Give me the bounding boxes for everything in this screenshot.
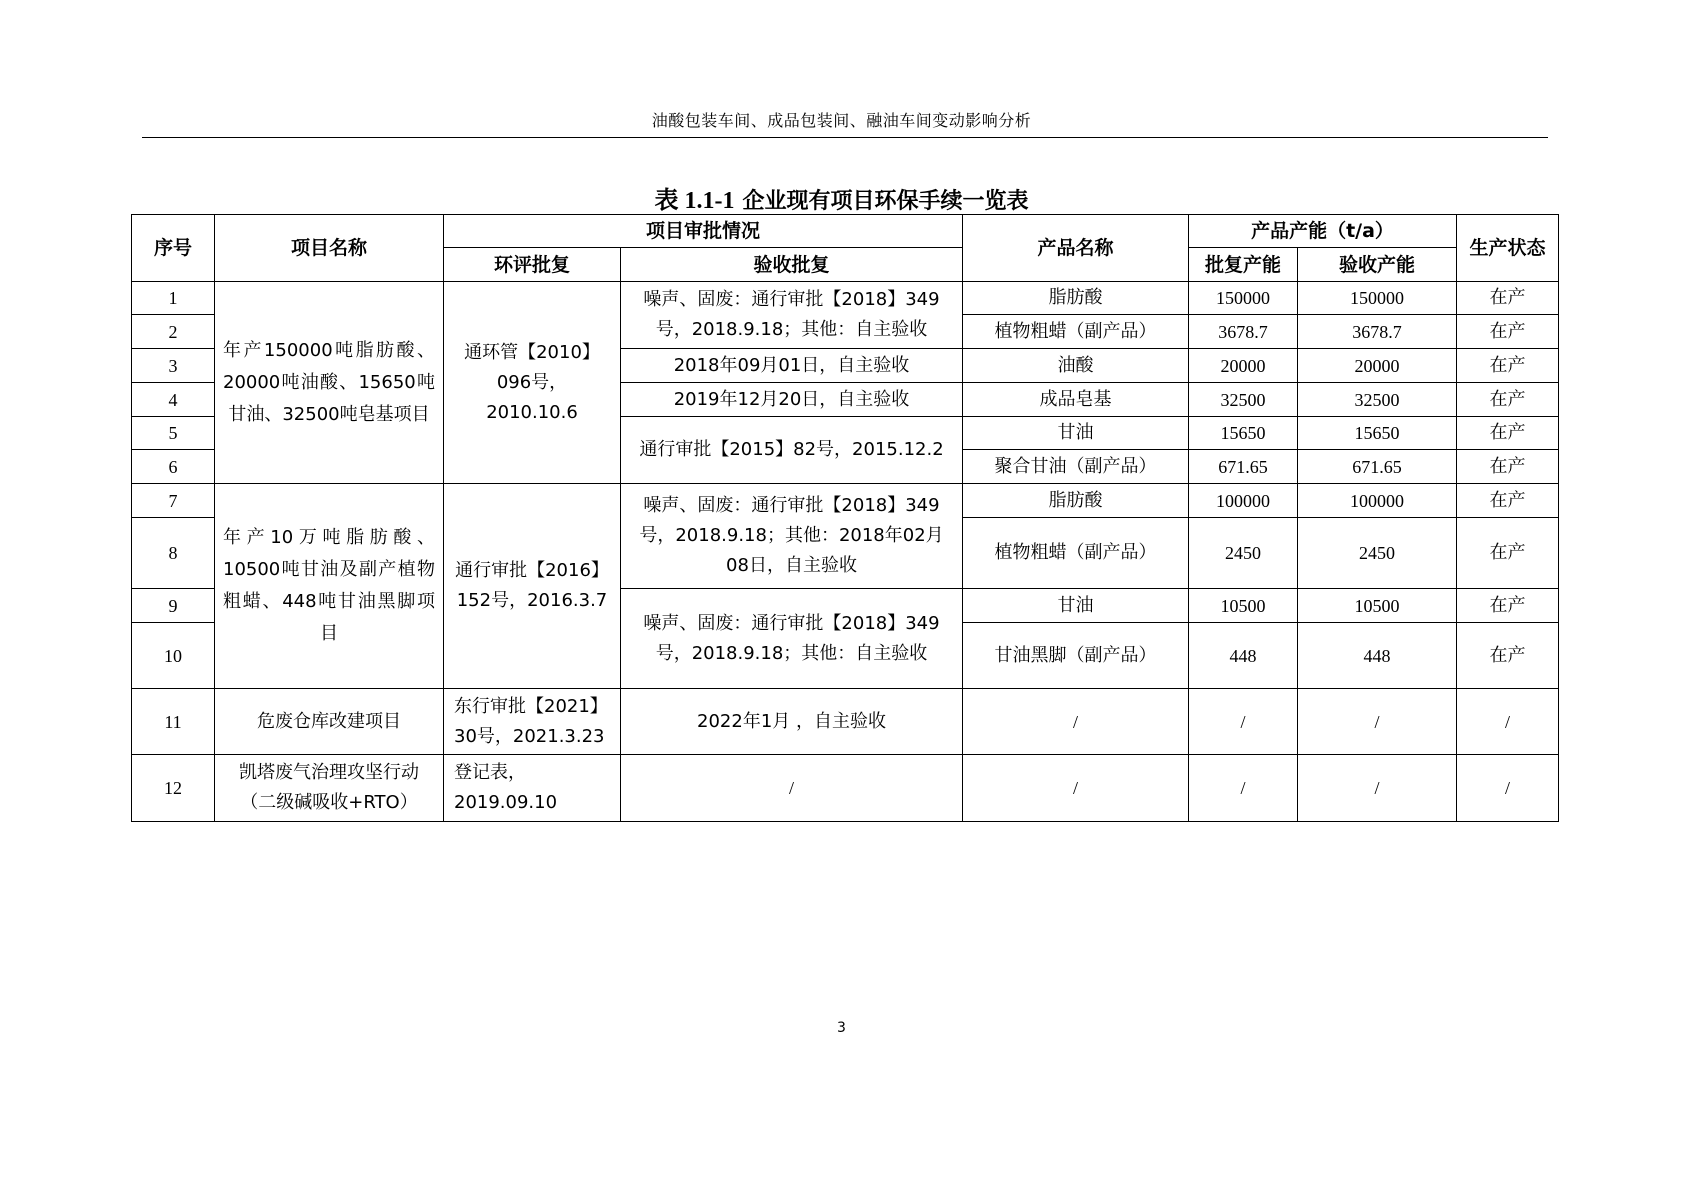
header-divider (142, 137, 1548, 138)
table-caption (0, 180, 1683, 215)
status-cell: 在产 (1457, 282, 1559, 315)
status-cell: 在产 (1457, 589, 1559, 623)
approved-cap-cell: 10500 (1189, 589, 1298, 623)
accepted-cap-cell: / (1298, 755, 1457, 822)
status-cell: / (1457, 755, 1559, 822)
acceptance-cell: 2022年1月 ，自主验收 (621, 689, 963, 755)
approved-cap-cell: 15650 (1189, 417, 1298, 450)
project-name-cell: 年产10万吨脂肪酸、10500吨甘油及副产植物粗蜡、448吨甘油黑脚项目 (215, 484, 444, 689)
table-caption-number: 表 1.1-1 (654, 188, 735, 214)
row-seq: 12 (132, 755, 215, 822)
approved-cap-cell: 32500 (1189, 383, 1298, 417)
product-cell: 植物粗蜡（副产品） (963, 518, 1189, 589)
approved-cap-cell: 150000 (1189, 282, 1298, 315)
status-cell: 在产 (1457, 450, 1559, 484)
row-seq: 10 (132, 623, 215, 689)
row-seq: 2 (132, 315, 215, 349)
product-cell: 聚合甘油（副产品） (963, 450, 1189, 484)
table-row (132, 282, 1559, 315)
product-cell: 植物粗蜡（副产品） (963, 315, 1189, 349)
table-row (132, 755, 1559, 822)
product-cell: 甘油黑脚（副产品） (963, 623, 1189, 689)
approved-cap-cell: 2450 (1189, 518, 1298, 589)
eia-cell: 通行审批【2016】152号，2016.3.7 (444, 484, 621, 689)
approved-cap-cell: 671.65 (1189, 450, 1298, 484)
status-cell: 在产 (1457, 623, 1559, 689)
acceptance-cell: 通行审批【2015】82号，2015.12.2 (621, 417, 963, 484)
col-approved-cap-header: 批复产能 (1189, 248, 1298, 282)
product-cell: / (963, 755, 1189, 822)
accepted-cap-cell: 10500 (1298, 589, 1457, 623)
accepted-cap-cell: 15650 (1298, 417, 1457, 450)
product-cell: 脂肪酸 (963, 282, 1189, 315)
status-cell: 在产 (1457, 349, 1559, 383)
table-caption-text: 企业现有项目环保手续一览表 (742, 189, 1029, 214)
table-row (132, 484, 1559, 518)
accepted-cap-cell: 671.65 (1298, 450, 1457, 484)
product-cell: / (963, 689, 1189, 755)
col-capacity-header: 产品产能（t/a） (1189, 215, 1457, 248)
status-cell: 在产 (1457, 417, 1559, 450)
eia-cell: 登记表，2019.09.10 (444, 755, 621, 822)
eia-cell: 通环管【2010】096号，2010.10.6 (444, 282, 621, 484)
approved-cap-cell: 3678.7 (1189, 315, 1298, 349)
project-name-cell: 危废仓库改建项目 (215, 689, 444, 755)
product-cell: 油酸 (963, 349, 1189, 383)
col-acceptance-header: 验收批复 (621, 248, 963, 282)
acceptance-cell: 2019年12月20日，自主验收 (621, 383, 963, 417)
page-header-title: 油酸包装车间、成品包装间、融油车间变动影响分析 (651, 111, 1032, 130)
col-accepted-cap-header: 验收产能 (1298, 248, 1457, 282)
row-seq: 5 (132, 417, 215, 450)
page-number: 3 (837, 1020, 846, 1036)
row-seq: 1 (132, 282, 215, 315)
project-name-cell: 凯塔废气治理攻坚行动（二级碱吸收+RTO） (215, 755, 444, 822)
eia-cell: 东行审批【2021】30号，2021.3.23 (444, 689, 621, 755)
status-cell: 在产 (1457, 518, 1559, 589)
accepted-cap-cell: 2450 (1298, 518, 1457, 589)
approved-cap-cell: 100000 (1189, 484, 1298, 518)
row-seq: 9 (132, 589, 215, 623)
col-seq-header: 序号 (132, 215, 215, 282)
status-cell: 在产 (1457, 484, 1559, 518)
row-seq: 6 (132, 450, 215, 484)
accepted-cap-cell: 150000 (1298, 282, 1457, 315)
approved-cap-cell: 448 (1189, 623, 1298, 689)
status-cell: / (1457, 689, 1559, 755)
col-eia-header: 环评批复 (444, 248, 621, 282)
approved-cap-cell: / (1189, 755, 1298, 822)
approved-cap-cell: / (1189, 689, 1298, 755)
accepted-cap-cell: 100000 (1298, 484, 1457, 518)
approved-cap-cell: 20000 (1189, 349, 1298, 383)
accepted-cap-cell: 32500 (1298, 383, 1457, 417)
product-cell: 甘油 (963, 417, 1189, 450)
product-cell: 脂肪酸 (963, 484, 1189, 518)
status-cell: 在产 (1457, 383, 1559, 417)
row-seq: 7 (132, 484, 215, 518)
col-status-header: 生产状态 (1457, 215, 1559, 282)
acceptance-cell: 噪声、固废：通行审批【2018】349号，2018.9.18；其他：自主验收 (621, 282, 963, 349)
accepted-cap-cell: 3678.7 (1298, 315, 1457, 349)
col-approval-header: 项目审批情况 (444, 215, 963, 248)
table-row (132, 689, 1559, 755)
project-name-cell: 年产150000吨脂肪酸、20000吨油酸、15650吨甘油、32500吨皂基项目 (215, 282, 444, 484)
product-cell: 成品皂基 (963, 383, 1189, 417)
product-cell: 甘油 (963, 589, 1189, 623)
status-cell: 在产 (1457, 315, 1559, 349)
col-name-header: 项目名称 (215, 215, 444, 282)
row-seq: 11 (132, 689, 215, 755)
row-seq: 4 (132, 383, 215, 417)
approval-table (131, 214, 1559, 822)
header-row-1 (132, 215, 1559, 248)
row-seq: 3 (132, 349, 215, 383)
acceptance-cell: / (621, 755, 963, 822)
col-product-header: 产品名称 (963, 215, 1189, 282)
row-seq: 8 (132, 518, 215, 589)
acceptance-cell: 噪声、固废：通行审批【2018】349号，2018.9.18；其他：自主验收 (621, 589, 963, 689)
accepted-cap-cell: 448 (1298, 623, 1457, 689)
acceptance-cell: 噪声、固废：通行审批【2018】349号，2018.9.18；其他：2018年02月08日，自主验收 (621, 484, 963, 589)
accepted-cap-cell: 20000 (1298, 349, 1457, 383)
acceptance-cell: 2018年09月01日，自主验收 (621, 349, 963, 383)
accepted-cap-cell: / (1298, 689, 1457, 755)
